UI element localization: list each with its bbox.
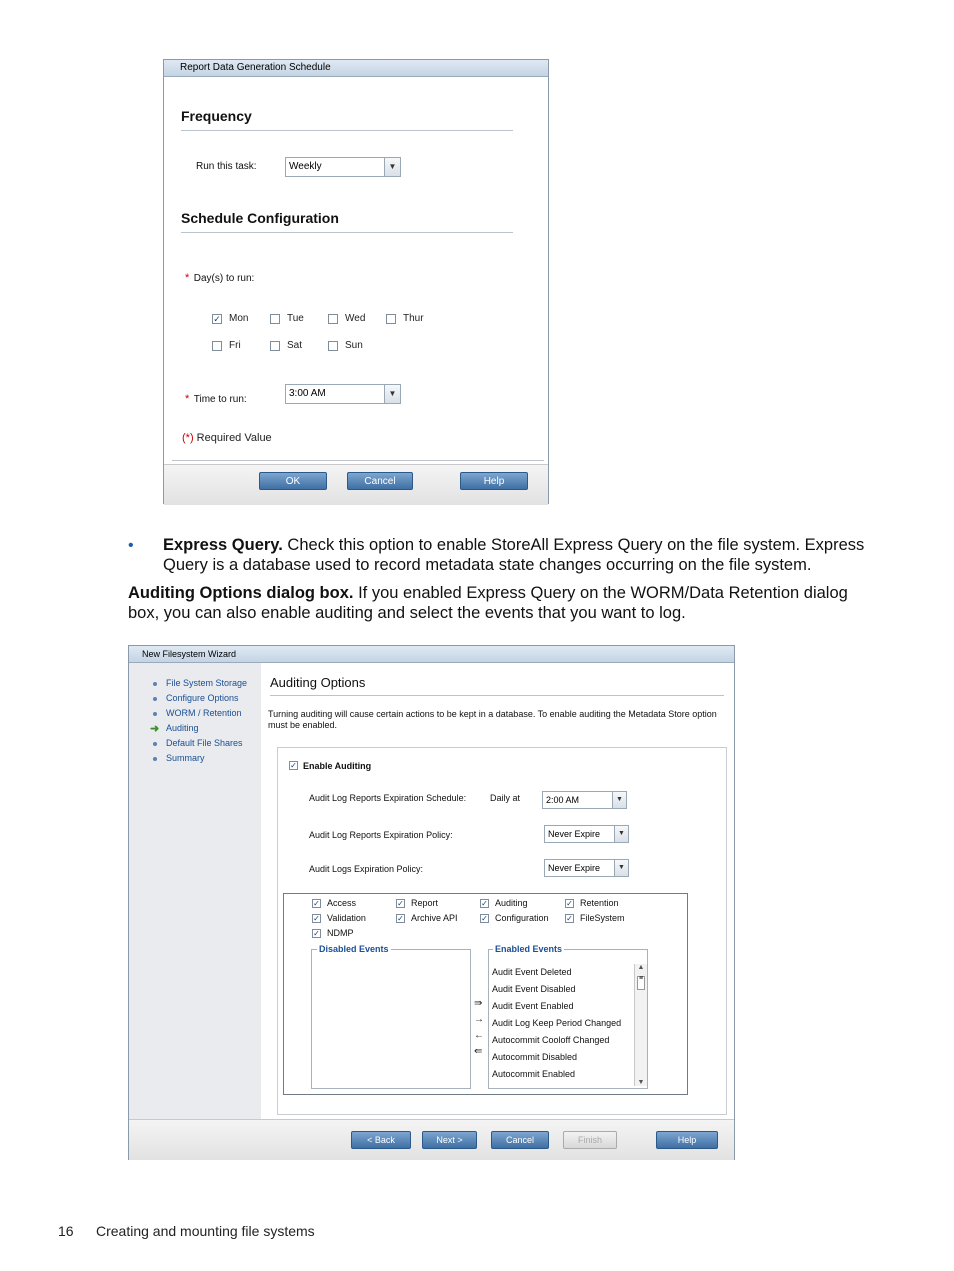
reports-policy-select[interactable]: Never Expire ▼	[544, 825, 629, 843]
finish-button[interactable]: Finish	[563, 1131, 617, 1149]
time-label: Time to run:	[193, 394, 247, 405]
bullet-marker: •	[128, 537, 134, 554]
day-label: Tue	[287, 313, 304, 324]
chevron-down-icon[interactable]: ▼	[384, 385, 400, 403]
chevron-down-icon[interactable]: ▼	[614, 860, 628, 876]
list-item[interactable]: Audit Event Disabled	[492, 984, 576, 994]
auditing-options-heading: Auditing Options	[270, 675, 724, 696]
move-left-icon[interactable]: ←	[474, 1030, 484, 1041]
schedule-config-heading: Schedule Configuration	[181, 210, 513, 233]
category-checkbox-validation[interactable]: ✓	[313, 914, 320, 923]
back-button[interactable]: < Back	[351, 1131, 411, 1149]
move-all-right-icon[interactable]: ⇛	[474, 998, 483, 1009]
category-checkbox-configuration[interactable]: ✓	[481, 914, 488, 923]
time-select[interactable]: 3:00 AM ▼	[285, 384, 401, 404]
nav-item-auditing[interactable]: Auditing	[166, 723, 199, 733]
day-checkbox-thur[interactable]	[386, 314, 396, 324]
logs-policy-select[interactable]: Never Expire ▼	[544, 859, 629, 877]
frequency-heading: Frequency	[181, 108, 513, 131]
category-checkbox-filesystem[interactable]: ✓	[566, 914, 573, 923]
enabled-events-list[interactable]	[488, 949, 648, 1089]
category-label: Validation	[327, 913, 366, 923]
category-checkbox-ndmp[interactable]: ✓	[313, 929, 320, 938]
help-button[interactable]: Help	[656, 1131, 718, 1149]
dialog-title: New Filesystem Wizard	[129, 646, 734, 663]
time-label-row	[185, 389, 247, 407]
expiration-schedule-label: Audit Log Reports Expiration Schedule:	[309, 793, 467, 803]
category-label: NDMP	[327, 928, 354, 938]
required-asterisk: *	[185, 393, 190, 405]
nav-item-configure-options[interactable]: Configure Options	[166, 693, 239, 703]
day-checkbox-sun[interactable]	[328, 341, 338, 351]
bullet-icon	[153, 697, 157, 701]
scroll-up-icon[interactable]: ▲	[637, 964, 645, 971]
dialog-footer	[164, 464, 548, 505]
auditing-description: Turning auditing will cause certain actions to be kept in a database. To enable auditing the Metadata Store option must be enabled.	[268, 709, 717, 730]
scrollbar[interactable]	[634, 964, 647, 1086]
category-checkbox-archive-api[interactable]: ✓	[397, 914, 404, 923]
bullet-icon	[153, 712, 157, 716]
scroll-thumb[interactable]: ≡	[637, 976, 645, 990]
days-label-row	[185, 268, 254, 286]
logs-policy-label: Audit Logs Expiration Policy:	[309, 864, 424, 874]
page-number: 16	[58, 1223, 74, 1239]
chevron-down-icon[interactable]: ▼	[614, 826, 628, 842]
daily-at-label: Daily at	[490, 793, 521, 803]
category-label: FileSystem	[580, 913, 625, 923]
day-checkbox-wed[interactable]	[328, 314, 338, 324]
chevron-down-icon[interactable]: ▼	[612, 792, 626, 808]
new-filesystem-wizard-dialog	[128, 645, 735, 1160]
wizard-content	[261, 663, 734, 1119]
nav-item-worm-retention[interactable]: WORM / Retention	[166, 708, 242, 718]
move-all-left-icon[interactable]: ⇚	[474, 1046, 483, 1057]
day-label: Wed	[345, 313, 366, 324]
bullet-icon	[153, 682, 157, 686]
disabled-events-label: Disabled Events	[319, 944, 389, 954]
category-checkbox-report[interactable]: ✓	[397, 899, 404, 908]
category-checkbox-retention[interactable]: ✓	[566, 899, 573, 908]
nav-item-default-file-shares[interactable]: Default File Shares	[166, 738, 243, 748]
disabled-events-list[interactable]	[311, 949, 471, 1089]
required-note: (*) Required Value	[182, 432, 272, 444]
day-label: Thur	[403, 313, 424, 324]
arrow-right-icon: ➜	[150, 723, 160, 735]
list-item[interactable]: Autocommit Cooloff Changed	[492, 1035, 610, 1045]
event-selection-box	[283, 893, 688, 1095]
list-item[interactable]: Autocommit Enabled	[492, 1069, 576, 1079]
days-label: Day(s) to run:	[193, 273, 255, 284]
day-checkbox-mon[interactable]: ✓	[213, 314, 221, 324]
bullet-icon	[153, 757, 157, 761]
dialog-title: Report Data Generation Schedule	[164, 60, 548, 77]
category-checkbox-access[interactable]: ✓	[313, 899, 320, 908]
chapter-title: Creating and mounting file systems	[96, 1223, 315, 1239]
wizard-nav	[130, 663, 261, 1119]
category-label: Report	[411, 898, 439, 908]
run-task-label: Run this task:	[196, 161, 257, 172]
day-checkbox-sat[interactable]	[270, 341, 280, 351]
bullet-icon	[153, 742, 157, 746]
run-task-select[interactable]: Weekly ▼	[285, 157, 401, 177]
day-checkbox-fri[interactable]	[212, 341, 222, 351]
category-label: Archive API	[411, 913, 458, 923]
report-schedule-dialog	[163, 59, 549, 504]
category-label: Retention	[580, 898, 619, 908]
cancel-button[interactable]: Cancel	[347, 472, 413, 490]
daily-at-select[interactable]: 2:00 AM ▼	[542, 791, 627, 809]
scroll-down-icon[interactable]: ▼	[637, 1079, 645, 1086]
day-label: Sat	[287, 340, 303, 351]
list-item[interactable]: Audit Event Enabled	[492, 1001, 574, 1011]
auditing-panel	[277, 747, 727, 1115]
category-label: Access	[327, 898, 357, 908]
auditing-options-paragraph: Auditing Options dialog box. If you enabled Express Query on the WORM/Data Retention dialog box, you can also enable auditing and select the events that you want to log.	[128, 584, 848, 622]
category-label: Auditing	[495, 898, 528, 908]
list-item[interactable]: Autocommit Disabled	[492, 1052, 578, 1062]
chevron-down-icon[interactable]: ▼	[384, 158, 400, 176]
express-query-paragraph: Express Query. Check this option to enable StoreAll Express Query on the file system. Express Query is a database used to record metadata state changes occurring on the file system.	[163, 536, 865, 574]
reports-policy-label: Audit Log Reports Expiration Policy:	[309, 830, 453, 840]
next-button[interactable]: Next >	[422, 1131, 477, 1149]
day-label: Fri	[229, 340, 241, 351]
cancel-button[interactable]: Cancel	[491, 1131, 549, 1149]
day-label: Sun	[345, 340, 363, 351]
enabled-events-label: Enabled Events	[495, 944, 563, 954]
list-item[interactable]: Audit Log Keep Period Changed	[492, 1018, 622, 1028]
list-item[interactable]: Audit Event Deleted	[492, 967, 572, 977]
ok-button[interactable]: OK	[259, 472, 327, 490]
day-label: Mon	[229, 313, 249, 324]
nav-item-file-system-storage[interactable]: File System Storage	[166, 678, 248, 688]
day-checkbox-tue[interactable]	[270, 314, 280, 324]
nav-item-summary[interactable]: Summary	[166, 753, 205, 763]
category-label: Configuration	[495, 913, 549, 923]
help-button[interactable]: Help	[460, 472, 528, 490]
wizard-footer	[129, 1119, 734, 1160]
required-asterisk: *	[185, 272, 190, 284]
enable-auditing-checkbox[interactable]: ✓	[290, 761, 297, 770]
divider	[172, 460, 544, 461]
category-checkbox-auditing[interactable]: ✓	[481, 899, 488, 908]
move-right-icon[interactable]: →	[474, 1014, 484, 1025]
enable-auditing-label: Enable Auditing	[303, 761, 372, 771]
